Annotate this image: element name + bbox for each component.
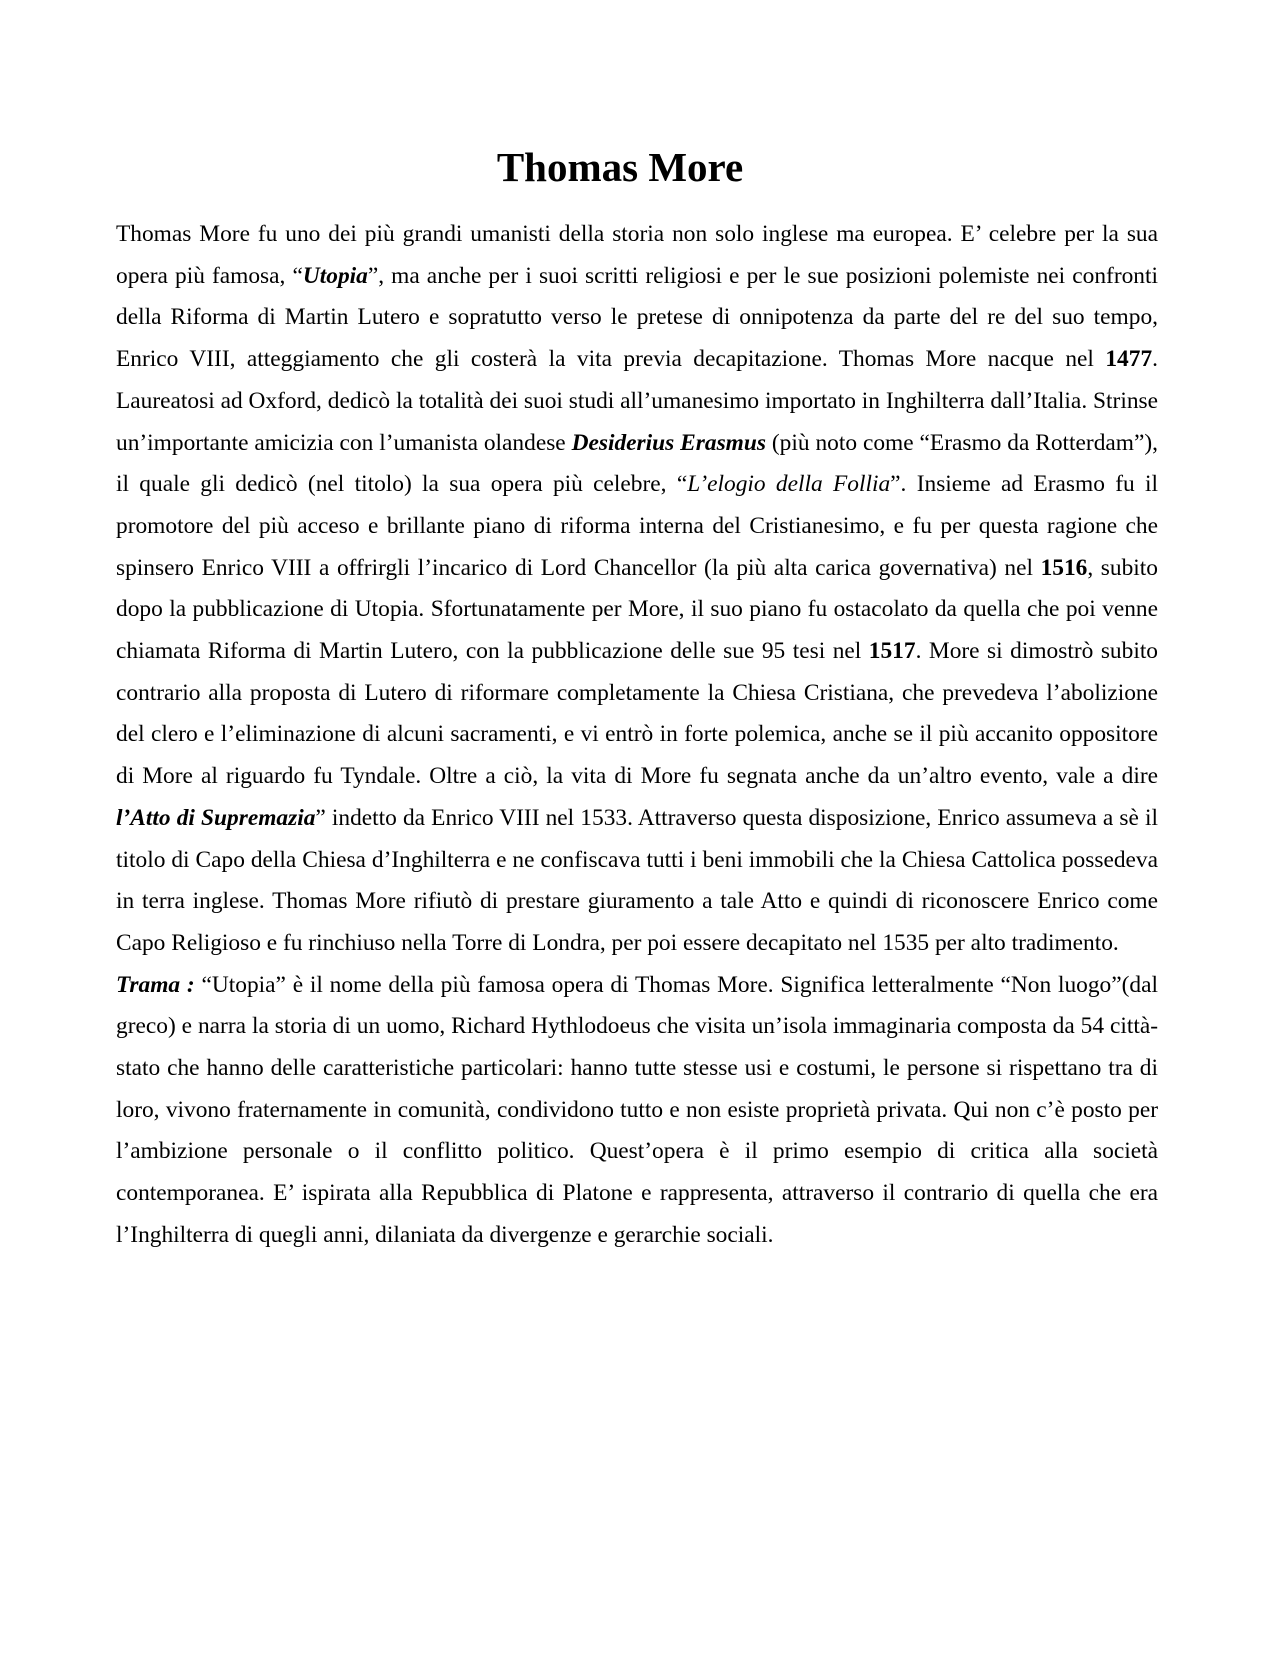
utopia-title: Utopia <box>302 262 368 289</box>
chancellor-year: 1516 <box>1040 554 1088 581</box>
elogio-title: L’elogio della Follia <box>687 471 891 498</box>
theses-year: 1517 <box>868 638 916 665</box>
biography-paragraph <box>116 214 1158 965</box>
atto-supremazia: l’Atto di Supremazia <box>116 804 316 831</box>
text-run: (più noto come “Erasmo da Rotterdam”), il quale gli dedicò (nel titolo) la sua opera più celebre, “ <box>116 429 1158 498</box>
document-body <box>116 214 1158 1257</box>
text-run: ” indetto da Enrico VIII nel 1533. Attraverso questa disposizione, Enrico assumeva a sè il titolo di Capo della Chiesa d’Inghilterra e ne confiscava tutti i beni immobili che la Chiesa Cattolica possedeva in terra inglese. Thomas More rifiutò di prestare giuramento a tale Atto e quindi di riconoscere Enrico come Capo Religioso e fu rinchiuso nella Torre di Londra, per poi essere decapitato nel 1535 per alto tradimento. <box>116 804 1159 956</box>
page-title: Thomas More <box>496 144 744 190</box>
text-run: Thomas More fu uno dei più grandi umanisti della storia non solo inglese ma europea. E’ celebre per la sua opera più famosa, “ <box>116 221 1158 289</box>
plot-paragraph <box>116 965 1158 1257</box>
birth-year: 1477 <box>1105 346 1153 373</box>
text-run: . More si dimostrò subito contrario alla proposta di Lutero di riformare completamente la Chiesa Cristiana, che prevedeva l’abolizione del clero e l’eliminazione di alcuni sacramenti, e vi entrò in forte polemica, anche se il più accanito oppositore di More al riguardo fu Tyndale. Oltre a ciò, la vita di More fu segnata anche da un’altro evento, vale a dire <box>116 638 1159 790</box>
erasmus-name: Desiderius Erasmus <box>571 429 766 456</box>
text-run: . Laureatosi ad Oxford, dedicò la totalità dei suoi studi all’umanesimo importato in Inghilterra dall’Italia. Strinse un’importante amicizia con l’umanista olandese <box>116 346 1158 456</box>
text-run: ”, ma anche per i suoi scritti religiosi e per le sue posizioni polemiste nei confronti della Riforma di Martin Lutero e sopratutto verso le pretese di onnipotenza da parte del re del suo tempo, Enrico VIII, atteggiamento che gli costerà la vita previa decapitazione. Thomas More nacque nel <box>116 262 1158 373</box>
text-run: ”. Insieme ad Erasmo fu il promotore del più acceso e brillante piano di riforma interna del Cristianesimo, e fu per questa ragione che spinsero Enrico VIII a offrirgli l’incarico di Lord Chancellor (la più alta carica governativa) nel <box>116 471 1158 581</box>
plot-text: “Utopia” è il nome della più famosa opera di Thomas More. Significa letteralmente “Non luogo”(dal greco) e narra la storia di un uomo, Richard Hythlodoeus che visita un’isola immaginaria composta da 54 città-stato che hanno delle caratteristiche particolari: hanno tutte stesse usi e costumi, le persone si rispettano tra di loro, vivono fraternamente in comunità, condividono tutto e non esiste proprietà privata. Qui non c’è posto per l’ambizione personale o il conflitto politico. Quest’opera è il primo esempio di critica alla società contemporanea. E’ ispirata alla Repubblica di Platone e rappresenta, attraverso il contrario di quella che era l’Inghilterra di quegli anni, dilaniata da divergenze e gerarchie sociali. <box>116 971 1158 1248</box>
text-run: , subito dopo la pubblicazione di Utopia. Sfortunatamente per More, il suo piano fu ostacolato da quella che poi venne chiamata Riforma di Martin Lutero, con la pubblicazione delle sue 95 tesi nel <box>116 554 1158 665</box>
plot-label: Trama : <box>116 971 195 998</box>
